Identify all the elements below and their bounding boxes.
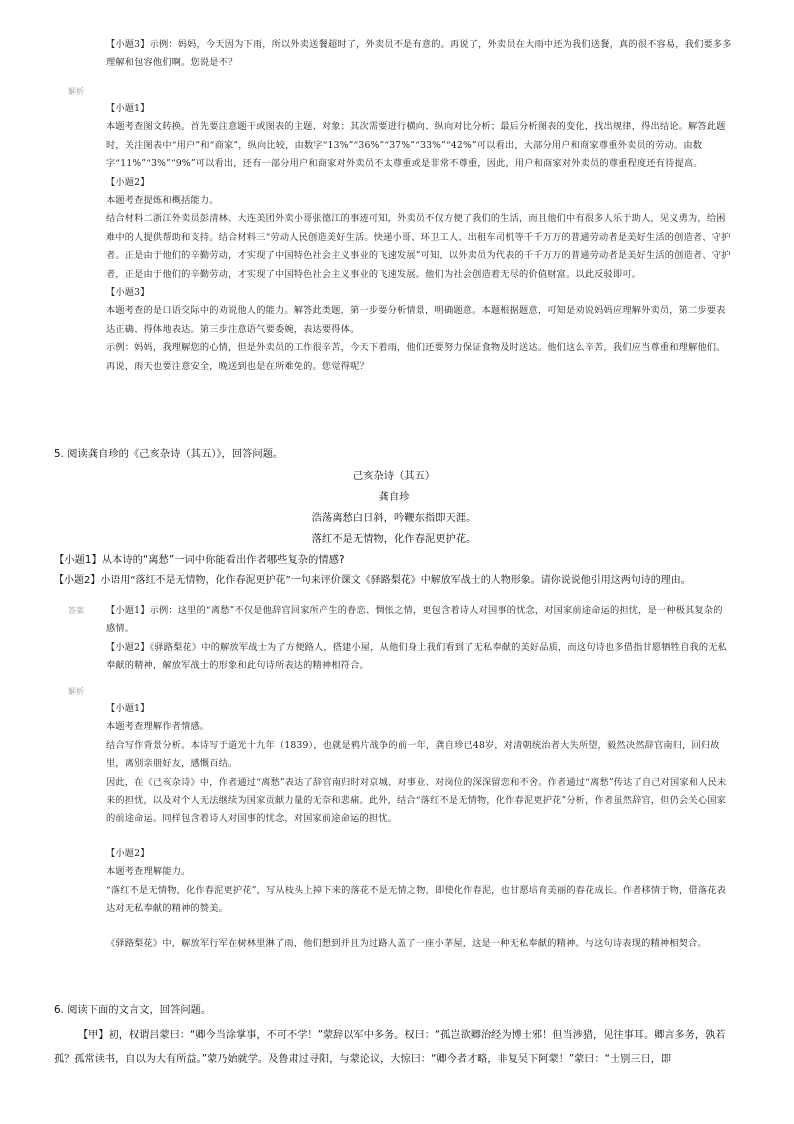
analysis-subq-3-heading: 【小题3】 xyxy=(106,287,150,299)
analysis-subq-2-intro: 本题考查提炼和概括能力。 xyxy=(106,195,219,207)
question-5-analysis-2 xyxy=(106,845,732,919)
q5-analysis-1-intro: 本题考查理解作者情感。 xyxy=(106,721,210,733)
analysis-subq-3-example: 示例：妈妈，我理解您的心情，但是外卖员的工作很辛苦，今天下着雨，他们还要努力保证食物及时送达。他们这么辛苦，我们应当尊重和理解他们。再说，雨天也要注意安全，晚送到也是在所难免的。您觉得呢？ xyxy=(106,342,726,372)
question-5-sub-2: 【小题2】小语用“落红不是无情物，化作春泥更护花”一句来评价课文《驿路梨花》中解放军战士的人物形象。请你说说他引用这两句诗的理由。 xyxy=(54,575,691,586)
poem-line-1: 浩荡离愁白日斜，吟鞭东指即天涯。 xyxy=(311,512,477,524)
q5-analysis-1-background: 结合写作背景分析。本诗写于道光十九年（1839），也就是鸦片战争的前一年，龚自珍已48岁，对清朝统治者大失所望，毅然决然辞官南归，回归故里，离别亲朋好友，感慨百结。 xyxy=(106,739,720,770)
poem-title: 己亥杂诗（其五） xyxy=(352,470,436,482)
q5-analysis-2-conclusion: 《驿路梨花》中，解放军行军在树林里淋了雨，他们想到并且为过路人盖了一座小茅屋，这是一种无私奉献的精神。与这句诗表现的精神相契合。 xyxy=(106,938,707,949)
answer-label: 答案 xyxy=(68,606,84,615)
analysis-label-q5: 解析 xyxy=(68,687,84,696)
analysis-subq-2-text: 结合材料二浙江外卖员彭清林、大连美团外卖小哥张德江的事迹可知，外卖员不仅方便了我们的生活，而且他们中有很多人乐于助人，见义勇为，给困难中的人提供帮助和支持。结合材料三“劳动人民创造美好生活。快递小哥、环卫工人、出租车司机等千千万万的普通劳动者是美好生活的创造者、守护者。正是由于他们的辛勤劳动，才实现了中国特色社会主义事业的飞速发展”可知，以外卖员为代表的千千万万的普通劳动者是美好生活的创造者、守护者，正是由于他们的辛勤劳动，才实现了中国特色社会主义事业的飞速发展。他们为社会创造着无尽的价值财富。以此反驳即可。 xyxy=(106,213,731,280)
poem-line-2: 落红不是无情物，化作春泥更护花。 xyxy=(311,533,477,545)
analysis-label: 解析 xyxy=(68,87,84,96)
q5-analysis-2-intro: 本题考查理解能力。 xyxy=(106,866,191,878)
answer-subq-2: 【小题2】《驿路梨花》中的解放军战士为了方便路人，搭建小屋，从他们身上我们看到了无私奉献的美好品质，而这句诗也多借指甘愿牺牲自我的无私奉献的精神，解放军战士的形象和此句诗所表达的精神相符合。 xyxy=(106,641,728,672)
answer-subq-1: 【小题1】示例：这里的“离愁”不仅是他辞官回家所产生的眷恋、惆怅之情，更包含着诗人对国事的忧念，对国家前途命运的担忧，是一种极其复杂的感情。 xyxy=(106,605,723,635)
question-5-sub-1: 【小题1】从本诗的“离愁”一词中你能看出作者哪些复杂的情感? xyxy=(54,554,345,566)
analysis-subq-1-text: 本题考查图文转换。首先要注意题干或图表的主题、对象；其次需要进行横向、纵向对比分析；最后分析图表的变化，找出规律，得出结论。解答此题时，关注图表中“用户”和“商家”，纵向比较，由数字“13%”“36%”“37%”“33%”“42%”可以看出，大部分用户和商家尊重外卖员的劳动。由数字“11%”“3%”“9%”可以看出，还有一部分用户和商家对外卖员不太尊重或是非常不尊重，因此，用户和商家对外卖员的尊重程度还有待提高。 xyxy=(106,121,726,170)
question-6-stem: 6. 阅读下面的文言文，回答问题。 xyxy=(54,1004,212,1016)
question-5-answers xyxy=(106,602,732,676)
top-answer-3: 【小题3】示例：妈妈，今天因为下雨，所以外卖送餐超时了，外卖员不是有意的。再说了，外卖员在大雨中还为我们送餐，真的很不容易，我们要多多理解和包容他们啊。您说是不？ xyxy=(106,39,732,69)
analysis-subq-2-heading: 【小题2】 xyxy=(106,176,150,188)
q5-analysis-2-text: “落红不是无情物，化作春泥更护花”，写从枝头上掉下来的落花不是无情之物，即使化作春泥，也甘愿培育美丽的春花成长。作者移情于物，借落花表达对无私奉献的精神的赞美。 xyxy=(106,884,726,915)
analysis-subq-3-intro: 本题考查的是口语交际中的劝说他人的能力。解答此类题，第一步要分析情景，明确题意。本题根据题意，可知是劝说妈妈应理解外卖员，第二步要表达正确、得体地表达。第三步注意语气要委婉，表达要得体。 xyxy=(106,305,726,335)
poem-author: 龚自珍 xyxy=(378,491,410,503)
q5-analysis-2-heading: 【小题2】 xyxy=(106,848,150,859)
prev-analysis xyxy=(106,100,732,376)
question-5-analysis-1 xyxy=(106,700,732,829)
question-6-passage: 【甲】初，权谓吕蒙曰：“卿今当涂掌事，不可不学！”蒙辞以军中多务。权曰：“孤岂欲卿治经为博士邪！但当涉猎，见往事耳。卿言多务，孰若孤？孤常读书，自以为大有所益。”蒙乃始就学。及鲁肃过寻阳，与蒙论议，大惊曰：“卿今者才略，非复吴下阿蒙！”蒙曰：“士别三日，即 xyxy=(54,1030,726,1065)
analysis-subq-1-heading: 【小题1】 xyxy=(106,103,150,114)
q5-analysis-1-heading: 【小题1】 xyxy=(106,703,150,714)
question-5-stem: 5. 阅读龚自珍的《己亥杂诗（其五）》，回答问题。 xyxy=(54,448,284,460)
q5-analysis-1-text: 因此，在《己亥杂诗》中，作者通过“离愁”表达了辞官南归时对京城、对事业、对岗位的深深留恋和不舍。作者通过“离愁”传达了自己对国家和人民未来的担忧，以及对个人无法继续为国家贡献力量的无奈和悲痛。此外，结合“落红不是无情物，化作春泥更护花”分析，作者虽然辞官，但仍会关心国家的前途命运。同样包含着诗人对国事的忧念，对国家前途命运的担忧。 xyxy=(106,776,727,825)
